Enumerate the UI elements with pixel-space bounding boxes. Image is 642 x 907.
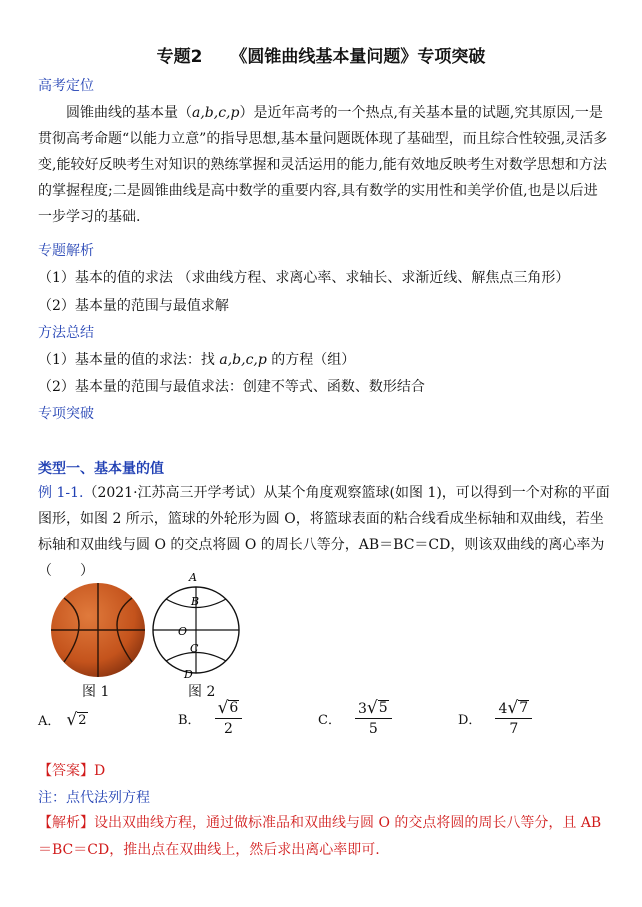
- method-item-1-prefix: （1）基本量的值的求法：找: [38, 352, 220, 368]
- note-line: 注：点代法列方程: [38, 790, 150, 806]
- circle-diagram-figure: [150, 572, 242, 680]
- topic-number: 专题2: [156, 47, 203, 67]
- page-title: [0, 42, 642, 67]
- option-b[interactable]: [178, 700, 242, 737]
- option-d-denominator: 7: [509, 721, 519, 737]
- figure-2-caption: 图 2: [188, 684, 216, 700]
- option-d-radicand: 7: [519, 700, 529, 716]
- point-o-label: O: [178, 625, 188, 638]
- section-heading-analysis: 专题解析: [38, 243, 94, 259]
- analysis-item-2: （2）基本量的范围与最值求解: [38, 298, 229, 314]
- option-c-radicand: 5: [378, 700, 388, 716]
- option-c-value: 3 √ 5 5: [355, 700, 392, 737]
- option-c[interactable]: [318, 700, 392, 737]
- method-item-1-vars: a,b,c,p: [219, 352, 267, 368]
- method-item-1: [38, 349, 355, 369]
- intro-vars: a,b,c,p: [192, 105, 240, 121]
- point-a-label: A: [189, 572, 197, 584]
- option-a[interactable]: [38, 710, 88, 729]
- option-d-label: D．: [458, 713, 482, 728]
- point-b-label: B: [191, 595, 200, 608]
- option-d[interactable]: [458, 700, 532, 737]
- intro-part1: 圆锥曲线的基本量（: [66, 105, 192, 121]
- method-item-1-suffix: 的方程（组）: [266, 352, 356, 368]
- example-body: （2021·江苏高三开学考试）从某个角度观察篮球(如图 1)，可以得到一个对称的平面图形，如图 2 所示，篮球的外轮形为圆 O，将篮球表面的粘合线看成坐标轴和双曲线，若坐标轴和双曲线与圆 O 的交点将圆 O 的周长八等分，AB＝BC＝CD，则该双曲线的离心率为（ ）: [38, 485, 610, 579]
- method-item-2: （2）基本量的范围与最值求法：创建不等式、函数、数形结合: [38, 379, 425, 395]
- analysis-item-1: （1）基本的值的求法 （求曲线方程、求离心率、求轴长、求渐近线、解焦点三角形）: [38, 270, 570, 286]
- option-b-radicand: 6: [229, 700, 239, 716]
- option-c-label: C．: [318, 713, 341, 728]
- option-d-coef: 4: [498, 701, 508, 717]
- answer-line: 【答案】D: [38, 763, 106, 779]
- basketball-figure: [48, 580, 148, 680]
- option-a-label: A．: [38, 714, 61, 729]
- option-c-denominator: 5: [368, 721, 378, 737]
- intro-part2: ）是近年高考的一个热点,有关基本量的试题,究其原因,一是贯彻高考命题“以能力立意”的指导思想,基本量问题既体现了基础型，而且综合性较强,灵活多变,能较好反映考生对知识的熟练掌握和灵活运用的能力,能有效地反映考生对数学思想和方法的掌握程度;二是圆锥曲线是高中数学的重要内容,具有数学的实用性和美学价值,也是以后进一步学习的基础.: [38, 105, 608, 225]
- point-d-label: D: [184, 668, 193, 680]
- option-b-value: √ 6 2: [215, 700, 243, 737]
- section-heading-breakthrough: 专项突破: [38, 406, 94, 422]
- point-c-label: C: [190, 642, 199, 655]
- figure-1-caption: 图 1: [82, 684, 110, 700]
- option-a-value: √ 2: [66, 709, 87, 730]
- section-heading-method: 方法总结: [38, 325, 94, 341]
- option-b-label: B．: [178, 713, 201, 728]
- section-heading-positioning: 高考定位: [38, 78, 94, 94]
- option-d-value: 4 √ 7 7: [495, 700, 532, 737]
- example-label: 例 1-1.: [38, 485, 84, 501]
- intro-paragraph: [38, 100, 608, 230]
- option-b-denominator: 2: [223, 721, 233, 737]
- solution-paragraph: 【解析】设出双曲线方程，通过做标准品和双曲线与圆 O 的交点将圆的周长八等分，且 AB＝BC＝CD，推出点在双曲线上，然后求出离心率即可.: [38, 815, 602, 858]
- option-c-coef: 3: [357, 701, 367, 717]
- type-heading: 类型一、基本量的值: [38, 461, 164, 477]
- option-a-radicand: 2: [78, 712, 87, 728]
- topic-name: 《圆锥曲线基本量问题》专项突破: [230, 47, 486, 67]
- example-text: [38, 480, 613, 584]
